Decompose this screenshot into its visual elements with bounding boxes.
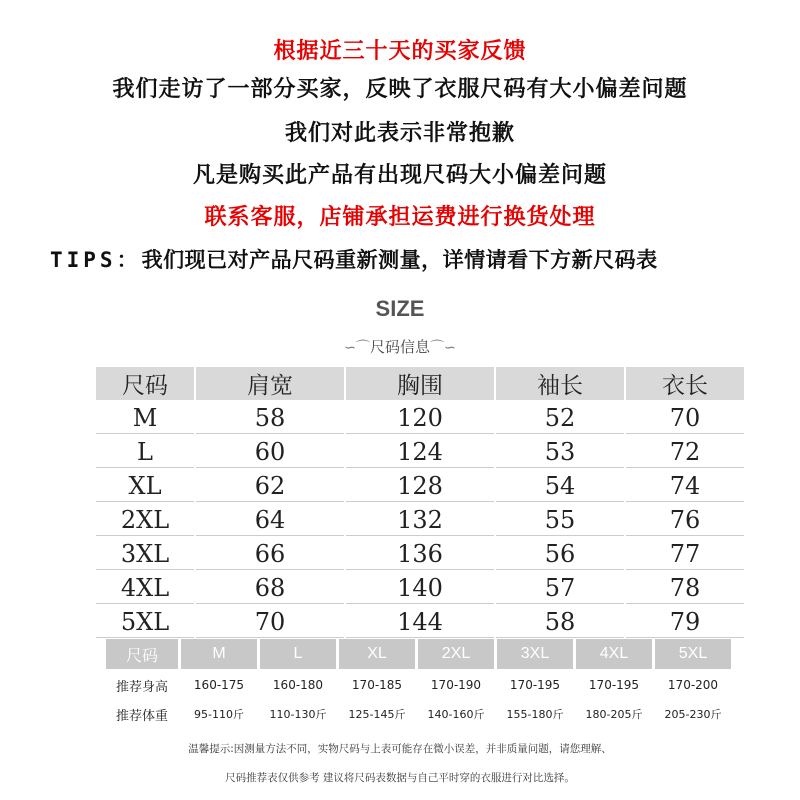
size-cell: 4XL bbox=[96, 572, 194, 604]
sleeve-cell: 54 bbox=[496, 470, 624, 502]
chest-cell: 132 bbox=[346, 504, 494, 536]
table-row bbox=[96, 606, 744, 638]
size-cell: 5XL bbox=[96, 606, 194, 638]
shoulder-cell: 64 bbox=[196, 504, 344, 536]
recommend-table bbox=[103, 636, 734, 730]
weight-cell: 205-230斤 bbox=[655, 701, 731, 727]
table-row bbox=[96, 402, 744, 434]
header-cell: 5XL bbox=[655, 639, 731, 669]
weight-cell: 110-130斤 bbox=[260, 701, 336, 727]
sleeve-cell: 58 bbox=[496, 606, 624, 638]
footnote-line-1: 温馨提示:因测量方法不同，实物尺码与上表可能存在微小误差，并非质量问题，请您理解、 bbox=[188, 743, 612, 755]
shoulder-cell: 58 bbox=[196, 402, 344, 434]
size-chart-title: SIZE bbox=[375, 296, 425, 321]
weight-cell: 155-180斤 bbox=[497, 701, 573, 727]
header-cell: 3XL bbox=[497, 639, 573, 669]
sleeve-cell: 52 bbox=[496, 402, 624, 434]
sleeve-cell: 53 bbox=[496, 436, 624, 468]
header-cell: 袖长 bbox=[496, 367, 624, 400]
shoulder-cell: 62 bbox=[196, 470, 344, 502]
size-cell: XL bbox=[96, 470, 194, 502]
header-cell: M bbox=[181, 639, 257, 669]
header-cell: 尺码 bbox=[106, 639, 178, 669]
sleeve-cell: 56 bbox=[496, 538, 624, 570]
swirl-right-icon: ⌒∽ bbox=[430, 340, 456, 356]
weight-cell: 95-110斤 bbox=[181, 701, 257, 727]
length-cell: 76 bbox=[626, 504, 744, 536]
chest-cell: 144 bbox=[346, 606, 494, 638]
table-row bbox=[106, 672, 731, 698]
header-cell: 4XL bbox=[576, 639, 652, 669]
height-cell: 170-195 bbox=[497, 672, 573, 698]
notice-line-2: 我们走访了一部分买家，反映了衣服尺码有大小偏差问题 bbox=[112, 77, 688, 102]
size-cell: L bbox=[96, 436, 194, 468]
tips-label: TIPS： bbox=[50, 248, 142, 272]
size-table bbox=[94, 365, 746, 640]
notice-line-4: 凡是购买此产品有出现尺码大小偏差问题 bbox=[192, 163, 607, 188]
weight-cell: 180-205斤 bbox=[576, 701, 652, 727]
length-cell: 70 bbox=[626, 402, 744, 434]
notice-title: 根据近三十天的买家反馈 bbox=[273, 39, 527, 64]
height-cell: 160-180 bbox=[260, 672, 336, 698]
length-cell: 79 bbox=[626, 606, 744, 638]
table-row bbox=[96, 470, 744, 502]
size-chart-subtitle: 尺码信息 bbox=[369, 338, 430, 356]
header-cell: 衣长 bbox=[626, 367, 744, 400]
chest-cell: 136 bbox=[346, 538, 494, 570]
shoulder-cell: 66 bbox=[196, 538, 344, 570]
table-row bbox=[96, 572, 744, 604]
length-cell: 78 bbox=[626, 572, 744, 604]
sleeve-cell: 55 bbox=[496, 504, 624, 536]
size-cell: 3XL bbox=[96, 538, 194, 570]
height-cell: 170-195 bbox=[576, 672, 652, 698]
tips-line bbox=[50, 244, 658, 274]
sleeve-cell: 57 bbox=[496, 572, 624, 604]
row-label: 推荐身高 bbox=[106, 672, 178, 698]
swirl-left-icon: ∽⌒ bbox=[344, 340, 370, 356]
header-cell: 胸围 bbox=[346, 367, 494, 400]
height-cell: 170-185 bbox=[339, 672, 415, 698]
row-label: 推荐体重 bbox=[106, 701, 178, 727]
height-cell: 170-200 bbox=[655, 672, 731, 698]
weight-cell: 125-145斤 bbox=[339, 701, 415, 727]
length-cell: 77 bbox=[626, 538, 744, 570]
shoulder-cell: 68 bbox=[196, 572, 344, 604]
table-row bbox=[96, 436, 744, 468]
weight-cell: 140-160斤 bbox=[418, 701, 494, 727]
notice-line-3: 我们对此表示非常抱歉 bbox=[284, 121, 515, 146]
height-cell: 160-175 bbox=[181, 672, 257, 698]
tips-text: 我们现已对产品尺码重新测量，详情请看下方新尺码表 bbox=[141, 248, 658, 272]
size-table-header bbox=[96, 367, 744, 400]
length-cell: 72 bbox=[626, 436, 744, 468]
size-cell: M bbox=[96, 402, 194, 434]
table-row bbox=[96, 504, 744, 536]
shoulder-cell: 60 bbox=[196, 436, 344, 468]
header-cell: 尺码 bbox=[96, 367, 194, 400]
chest-cell: 140 bbox=[346, 572, 494, 604]
size-cell: 2XL bbox=[96, 504, 194, 536]
footnote-line-2: 尺码推荐表仅供参考 建议将尺码表数据与自己平时穿的衣服进行对比选择。 bbox=[225, 772, 575, 784]
notice-line-5: 联系客服，店铺承担运费进行换货处理 bbox=[204, 205, 596, 230]
height-cell: 170-190 bbox=[418, 672, 494, 698]
header-cell: XL bbox=[339, 639, 415, 669]
size-chart-subtitle-row bbox=[0, 336, 800, 357]
length-cell: 74 bbox=[626, 470, 744, 502]
header-cell: L bbox=[260, 639, 336, 669]
shoulder-cell: 70 bbox=[196, 606, 344, 638]
chest-cell: 120 bbox=[346, 402, 494, 434]
recommend-table-header bbox=[106, 639, 731, 669]
header-cell: 肩宽 bbox=[196, 367, 344, 400]
table-row bbox=[96, 538, 744, 570]
chest-cell: 124 bbox=[346, 436, 494, 468]
chest-cell: 128 bbox=[346, 470, 494, 502]
header-cell: 2XL bbox=[418, 639, 494, 669]
table-row bbox=[106, 701, 731, 727]
